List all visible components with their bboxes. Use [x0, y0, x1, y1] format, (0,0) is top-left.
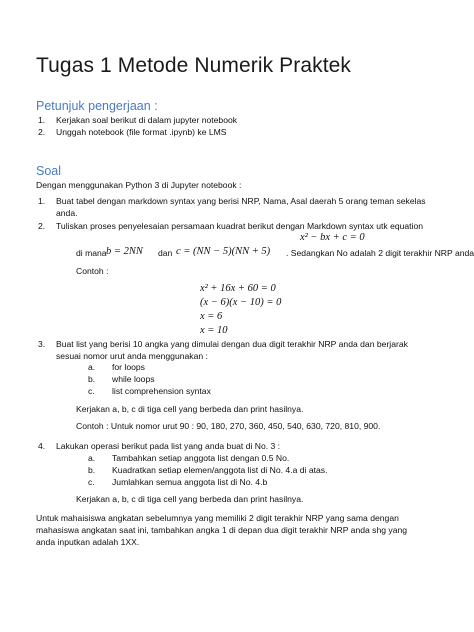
q4-number: 4. — [38, 441, 46, 451]
q2-number: 2. — [38, 221, 46, 231]
q3-sub-b: while loops — [112, 374, 155, 384]
q3-line1: Buat list yang berisi 10 angka yang dimulai dengan dua digit terakhir NRP anda dan berjarak — [56, 339, 408, 349]
closing-line-1: Untuk mahaisiswa angkatan sebelumnya yang memiliki 2 digit terakhir NRP yang sama dengan — [36, 513, 399, 523]
q3-sub-a: for loops — [112, 362, 145, 372]
petunjuk-item-2: Unggah notebook (file format .ipynb) ke LMS — [56, 127, 227, 137]
q4-sub-b: Kuadratkan setiap elemen/anggota list di No. 4.a di atas. — [112, 465, 328, 475]
petunjuk-item-1-number: 1. — [38, 115, 46, 125]
q3-sub-c: list comprehension syntax — [112, 386, 211, 396]
q2-line1: Tuliskan proses penyelesaian persamaan kuadrat berikut dengan Markdown syntax utk equation — [56, 221, 424, 231]
q2-dan: dan — [158, 248, 173, 258]
q1-line1: Buat tabel dengan markdown syntax yang berisi NRP, Nama, Asal daerah 5 orang teman sekelas — [56, 196, 426, 206]
q2-example-line-2: (x − 6)(x − 10) = 0 — [200, 297, 282, 308]
q4-sub-a: Tambahkan setiap anggota list dengan 0.5 No. — [112, 453, 290, 463]
q1-number: 1. — [38, 196, 46, 206]
petunjuk-item-1: Kerjakan soal berikut di dalam jupyter notebook — [56, 115, 238, 125]
q4-line1: Lakukan operasi berikut pada list yang anda buat di No. 3 : — [56, 441, 281, 451]
q3-example: Contoh : Untuk nomor urut 90 : 90, 180, 270, 360, 450, 540, 630, 720, 810, 900. — [76, 421, 381, 431]
q3-line2: sesuai nomor urut anda menggunakan : — [56, 351, 208, 361]
q2-dimana-suffix: . Sedangkan No adalah 2 digit terakhir NRP anda — [286, 248, 474, 258]
petunjuk-heading: Petunjuk pengerjaan : — [36, 99, 158, 113]
q4-note: Kerjakan a, b, c di tiga cell yang berbeda dan print hasilnya. — [76, 494, 304, 504]
q4-sub-c: Jumlahkan semua anggota list di No. 4.b — [112, 477, 268, 487]
q4-sub-b-number: b. — [88, 465, 96, 475]
q2-eq-c: c = (NN − 5)(NN + 5) — [176, 246, 271, 257]
soal-heading: Soal — [36, 164, 62, 178]
q3-note: Kerjakan a, b, c di tiga cell yang berbeda dan print hasilnya. — [76, 404, 304, 414]
q3-number: 3. — [38, 339, 46, 349]
closing-line-3: anda inputkan adalah 1XX. — [36, 537, 140, 547]
q4-sub-a-number: a. — [88, 453, 96, 463]
q2-equation: x² − bx + c = 0 — [300, 232, 365, 243]
q2-example-line-1: x² + 16x + 60 = 0 — [200, 283, 276, 294]
q3-sub-c-number: c. — [88, 386, 95, 396]
page-title: Tugas 1 Metode Numerik Praktek — [36, 54, 352, 77]
closing-line-2: mahasiswa angkatan saat ini, tambahkan angka 1 di depan dua digit terakhir NRP anda shg yang — [36, 525, 408, 535]
q4-sub-c-number: c. — [88, 477, 95, 487]
q2-example-line-3: x = 6 — [200, 311, 223, 322]
soal-intro: Dengan menggunakan Python 3 di Jupyter notebook : — [36, 180, 242, 190]
q3-sub-b-number: b. — [88, 374, 96, 384]
q2-eq-b: b = 2NN — [106, 246, 143, 257]
q2-example-line-4: x = 10 — [200, 325, 228, 336]
q1-line2: anda. — [56, 208, 78, 218]
petunjuk-item-2-number: 2. — [38, 127, 46, 137]
q3-sub-a-number: a. — [88, 362, 96, 372]
q2-dimana-prefix: di mana — [76, 248, 107, 258]
q2-contoh-label: Contoh : — [76, 266, 109, 276]
